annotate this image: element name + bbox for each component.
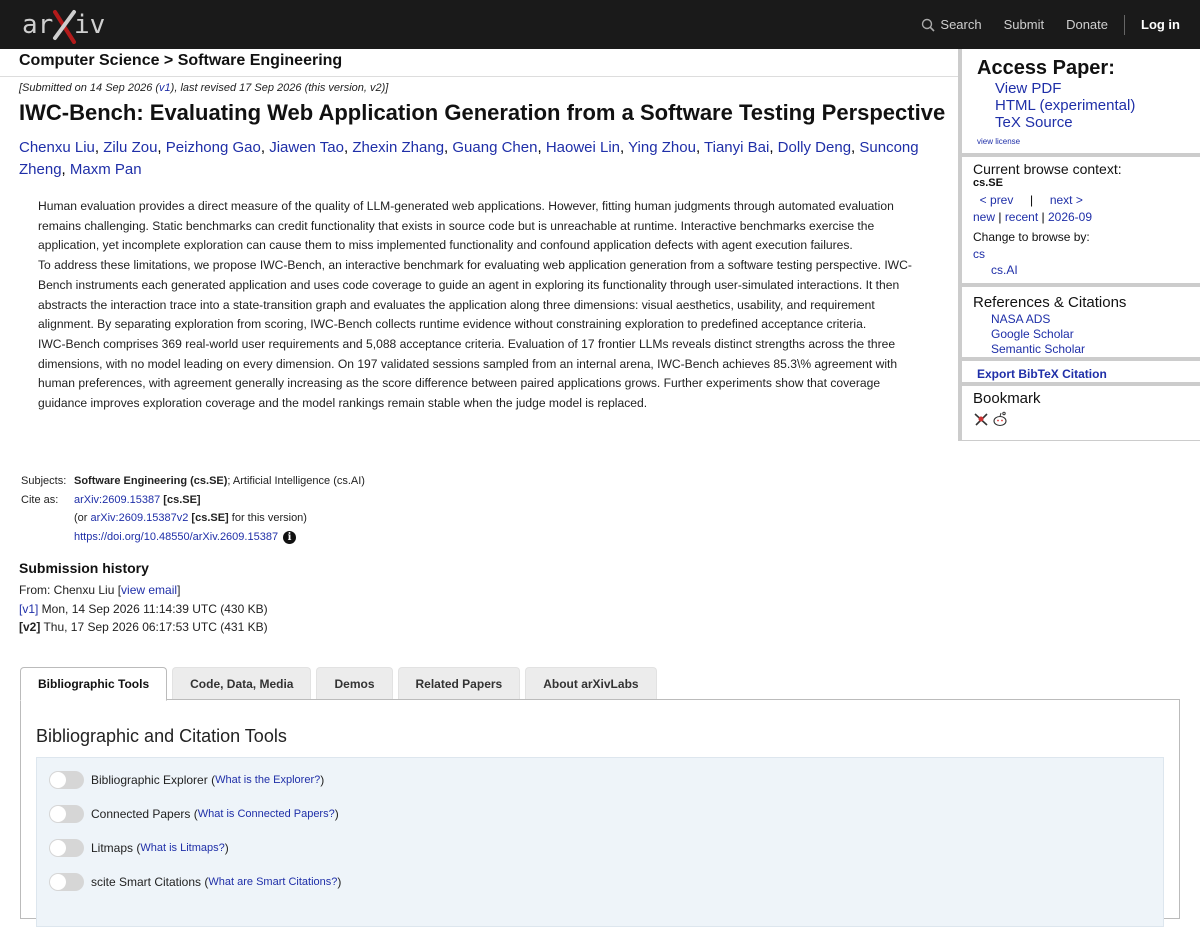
author-link[interactable]: Peizhong Gao <box>165 139 261 156</box>
tools-panel <box>20 699 1180 919</box>
cite-category-v2: [cs.SE] <box>191 512 229 524</box>
version-text: Mon, 14 Sep 2026 11:14:39 UTC (430 KB) <box>38 601 268 616</box>
top-nav <box>899 0 1180 49</box>
search-icon <box>921 18 935 32</box>
tab-related-papers[interactable]: Related Papers <box>398 667 521 699</box>
search-label: Search <box>940 17 982 32</box>
submission-dates <box>19 82 388 94</box>
other-subjects: ; Artificial Intelligence (cs.AI) <box>227 475 365 487</box>
context-code: cs.SE <box>973 177 1003 189</box>
primary-subject: Software Engineering (cs.SE) <box>74 475 228 487</box>
top-navbar <box>0 0 1200 49</box>
context-recent: new | recent | 2026-09 <box>973 210 1093 224</box>
bookmark-icons <box>973 411 1200 427</box>
right-sidebar <box>958 49 1200 441</box>
info-icon[interactable]: i <box>283 531 296 544</box>
reddit-icon[interactable] <box>992 411 1008 427</box>
login-link[interactable]: Log in <box>1141 17 1180 32</box>
google-scholar-link[interactable]: Google Scholar <box>991 327 1074 341</box>
new-link[interactable]: new <box>973 210 996 224</box>
browse-context-box <box>962 157 1200 283</box>
html-link[interactable]: HTML (experimental) <box>995 97 1136 114</box>
tool-row-litmaps: Litmaps ( What is Litmaps? ) <box>49 838 229 858</box>
recent-link[interactable]: recent <box>1004 210 1039 224</box>
cite-label: Cite as: <box>21 493 59 506</box>
author-link[interactable]: Tianyi Bai <box>704 139 770 156</box>
history-from <box>19 581 268 600</box>
tool-row-scite: scite Smart Citations ( What are Smart Citations? ) <box>49 872 341 892</box>
view-pdf-link[interactable]: View PDF <box>995 80 1062 97</box>
metadata-table <box>21 475 365 549</box>
connected-papers-toggle[interactable] <box>49 805 84 823</box>
cite-category: [cs.SE] <box>163 493 201 506</box>
abstract-paragraph: Human evaluation provides a direct measure of the quality of LLM-generated web applications. However, fitting human judgments through automated evaluation remains challenging. Static benchmarks can credit functionality that exists in source code but is unreachable at runtime. Interactive benchmarks exercise the application, yet incomplete exploration can cause them to miss implemented functionality and confound application defects with agent execution failures. <box>38 199 894 253</box>
tab-code-data-media[interactable]: Code, Data, Media <box>172 667 311 699</box>
tool-row-connected-papers: Connected Papers ( What is Connected Papers? ) <box>49 804 339 824</box>
current-version-tag: [v2] <box>19 620 41 634</box>
context-nav <box>973 192 1200 209</box>
arxiv-logo[interactable] <box>22 6 112 44</box>
abstract <box>38 197 913 414</box>
tool-info-link[interactable]: What is Connected Papers? <box>197 808 335 820</box>
bookmark-box <box>962 386 1200 440</box>
references-box <box>962 287 1200 357</box>
cite-version-suffix: for this version) <box>228 512 307 524</box>
nasa-ads-link[interactable]: NASA ADS <box>991 312 1051 326</box>
abstract-paragraph: To address these limitations, we propose IWC-Bench, an interactive benchmark for evaluating web application generation from a software testing perspective. IWC-Bench instruments each generated application and uses code coverage to guide an agent in exploring its functionality through user-simulated interactions. It then abstracts the interaction trace into a state-transition graph and evaluates the application along three dimensions: visual aesthetics, usability, and requirement alignment. By separating exploration from scoring, IWC-Bench collects runtime evidence without constraining exploration to predefined acceptance criteria. <box>38 258 912 332</box>
bookmark-heading: Bookmark <box>973 390 1041 407</box>
abstract-paragraph: IWC-Bench comprises 369 real-world user requirements and 5,088 acceptance criteria. Evaluation of 17 frontier LLMs reveals distinct strengths across the three dimensions, with no model leading on every dimension. On 197 validated sessions sampled from an internal arena, IWC-Bench achieves 85.3\% agreement with human preferences, with agreement generally increasing as the score difference between paired applications grows. Further experiments show that coverage guidance improves exploration coverage and the model rankings remain stable when the judge model is replaced. <box>38 336 898 411</box>
author-list: Chenxu Liu, Zilu Zou, Peizhong Gao, Jiawen Tao, Zhexin Zhang, Guang Chen, Haowei Lin, Ying Zhou, Tianyi Bai, Dolly Deng, Suncong Zheng, Maxm Pan <box>19 139 919 178</box>
from-suffix: ] <box>177 583 181 597</box>
browse-cs-link[interactable]: cs <box>973 247 985 261</box>
author-link[interactable]: Jiawen Tao <box>269 139 344 156</box>
cite-version <box>74 512 365 531</box>
author-link[interactable]: Maxm Pan <box>69 161 142 178</box>
tool-info-link[interactable]: What is Litmaps? <box>140 842 225 854</box>
month-link[interactable]: 2026-09 <box>1047 210 1093 224</box>
next-link[interactable]: next > <box>1049 193 1083 207</box>
history-version <box>19 600 268 619</box>
tool-label: scite Smart Citations <box>91 875 202 889</box>
cite-value <box>74 494 365 513</box>
breadcrumb-text: Computer Science > Software Engineering <box>19 52 343 69</box>
tex-source-link[interactable]: TeX Source <box>995 114 1073 131</box>
litmaps-toggle[interactable] <box>49 839 84 857</box>
tool-label: Litmaps <box>91 841 134 855</box>
labs-tabs <box>20 667 662 699</box>
tab-about-arxivlabs[interactable]: About arXivLabs <box>525 667 656 699</box>
v1-link[interactable]: v1 <box>159 82 171 94</box>
context-label: Current browse context: <box>973 161 1122 177</box>
tool-info-link[interactable]: What is the Explorer? <box>215 774 321 786</box>
submitted-prefix: [Submitted on 14 Sep 2026 ( <box>19 82 160 94</box>
author-link[interactable]: Suncong Zheng <box>19 139 919 178</box>
change-browse-label: Change to browse by: <box>973 230 1090 244</box>
tool-label: Bibliographic Explorer <box>91 773 208 787</box>
author-link[interactable]: Zilu Zou <box>103 139 158 156</box>
author-link[interactable]: Zhexin Zhang <box>352 139 445 156</box>
doi-link[interactable]: https://doi.org/10.48550/arXiv.2609.15387 <box>74 530 279 543</box>
version-link[interactable]: [v1] <box>19 601 39 616</box>
from-prefix: From: Chenxu Liu [ <box>19 583 122 597</box>
paper-title: IWC-Bench: Evaluating Web Application Generation from a Software Testing Perspective <box>19 100 946 125</box>
author-link[interactable]: Chenxu Liu <box>19 139 95 156</box>
tool-row-explorer: Bibliographic Explorer ( What is the Explorer? ) <box>49 770 324 790</box>
explorer-toggle[interactable] <box>49 771 84 789</box>
version-text: Thu, 17 Sep 2026 06:17:53 UTC (431 KB) <box>40 620 268 634</box>
export-bibtex-box <box>962 361 1200 382</box>
subjects-value <box>74 475 365 494</box>
tab-bibliographic-tools[interactable]: Bibliographic Tools <box>20 667 167 701</box>
arxiv-id-link[interactable]: arXiv:2609.15387 <box>74 493 161 506</box>
search-link[interactable] <box>921 17 981 32</box>
prev-link[interactable]: < prev <box>979 193 1014 207</box>
author-link[interactable]: Haowei Lin <box>545 139 621 156</box>
author-link[interactable]: Ying Zhou <box>628 139 696 156</box>
export-bibtex-link[interactable]: Export BibTeX Citation <box>977 367 1107 381</box>
tab-demos[interactable]: Demos <box>316 667 392 699</box>
nav-divider <box>1124 15 1125 35</box>
browse-csai-link[interactable]: cs.AI <box>991 263 1018 277</box>
access-paper-box <box>962 49 1200 153</box>
doi-row <box>74 531 365 550</box>
bibsonomy-icon[interactable] <box>973 411 989 427</box>
history-version <box>19 618 268 637</box>
access-heading: Access Paper: <box>977 57 1115 79</box>
tool-label: Connected Papers <box>91 807 191 821</box>
tools-heading: Bibliographic and Citation Tools <box>36 726 287 746</box>
tool-info-link[interactable]: What are Smart Citations? <box>208 876 338 888</box>
svg-text:ar: ar <box>22 10 54 40</box>
semantic-scholar-link[interactable]: Semantic Scholar <box>991 342 1086 356</box>
scite-toggle[interactable] <box>49 873 84 891</box>
submit-link[interactable]: Submit <box>1003 17 1045 32</box>
author-link[interactable]: Dolly Deng <box>777 139 852 156</box>
view-license-link[interactable]: view license <box>977 137 1021 146</box>
view-email-link[interactable]: view email <box>121 583 178 597</box>
context-divider: | <box>1030 193 1034 207</box>
subjects-label: Subjects: <box>21 475 67 487</box>
donate-link[interactable]: Donate <box>1066 17 1108 32</box>
arxiv-v2-link[interactable]: arXiv:2609.15387v2 <box>90 512 189 524</box>
cite-or: (or <box>74 512 91 524</box>
author-link[interactable]: Guang Chen <box>452 139 538 156</box>
submitted-suffix: ), last revised 17 Sep 2026 (this version, v2)] <box>170 82 389 94</box>
history-heading: Submission history <box>19 560 149 576</box>
submission-history <box>19 560 268 637</box>
svg-text:iv: iv <box>74 10 106 40</box>
breadcrumb <box>0 49 958 77</box>
refs-heading: References & Citations <box>973 294 1127 311</box>
tools-list <box>36 757 1164 927</box>
